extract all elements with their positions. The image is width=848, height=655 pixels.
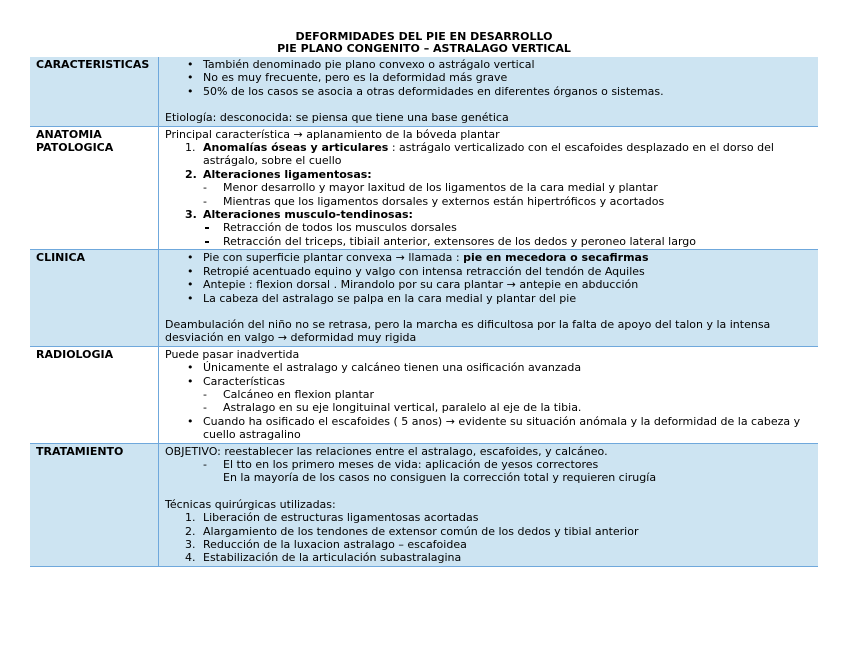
list-item: • Cuando ha osificado el escafoides ( 5 anos) → evidente su situación anómala y la deformidad de la cabeza y cuello astragalino [187, 415, 812, 442]
list-item: 2. Alargamiento de los tendones de extensor común de los dedos y tibial anterior [185, 524, 639, 538]
list-item: - El tto en los primero meses de vida: aplicación de yesos correctores En la mayoría de los casos no consiguen la corrección total y requieren cirugía [203, 458, 812, 485]
list-item: • Antepie : flexion dorsal . Mirandolo por su cara plantar → antepie en abducción [187, 278, 812, 291]
title-line-1: DEFORMIDADES DEL PIE EN DESARROLLO [295, 30, 553, 43]
radiologia-list [187, 361, 812, 441]
anatomia-list [185, 141, 812, 248]
cell-tratamiento [159, 443, 819, 566]
list-item: - Mientras que los ligamentos dorsales y externos están hipertróficos y acortados [203, 195, 812, 208]
content-table [30, 57, 818, 567]
list-item: Retracción del triceps, tibiail anterior, extensores de los dedos y peroneo lateral largo [203, 235, 812, 248]
row-radiologia [30, 346, 818, 443]
title-line-2: PIE PLANO CONGENITO – ASTRALAGO VERTICAL [277, 42, 571, 55]
list-item: • Pie con superficie plantar convexa → llamada : pie en mecedora o secafirmas [187, 251, 812, 264]
list-item: - Astralago en su eje longituinal vertical, paralelo al eje de la tibia. [203, 401, 812, 414]
cell-anatomia [159, 126, 819, 250]
list-item: • También denominado pie plano convexo o astrágalo vertical [187, 58, 812, 71]
list-item: • Características - Calcáneo en flexion plantar - Astralago en su eje longituinal vertical, paralelo al eje de la tibia. [187, 375, 812, 415]
ligamentosas-list [203, 181, 812, 208]
list-item: Retracción de todos los musculos dorsales [203, 221, 812, 234]
label-clinica: CLINICA [30, 250, 159, 346]
list-item: • 50% de los casos se asocia a otras deformidades en diferentes órganos o sistemas. [187, 85, 812, 98]
document-title [0, 31, 848, 55]
caracteristicas-rx-list [203, 388, 812, 415]
list-item: 1. Liberación de estructuras ligamentosas acortadas [185, 511, 479, 525]
list-item: 3. Alteraciones musculo-tendinosas: Retracción de todos los musculos dorsales Retracción del triceps, tibiail anterior, extensores de los dedos y peroneo lateral largo [185, 208, 812, 248]
cell-radiologia [159, 346, 819, 443]
tecnicas-heading: Técnicas quirúrgicas utilizadas: [165, 497, 336, 511]
caracteristicas-list [187, 58, 812, 98]
cell-clinica [159, 250, 819, 346]
anatomia-intro: Principal característica → aplanamiento de la bóveda plantar [165, 127, 500, 141]
list-item: 3. Reducción de la luxacion astralago – escafoidea [185, 538, 467, 551]
list-item: • Únicamente el astralago y calcáneo tienen una osificación avanzada [187, 361, 812, 374]
cell-caracteristicas [159, 57, 819, 126]
clinica-paragraph: Deambulación del niño no se retrasa, pero la marcha es dificultosa por la falta de apoyo del talon y la intensa desviación en valgo → deformidad muy rigida [165, 317, 771, 345]
label-anatomia: ANATOMIA PATOLOGICA [30, 126, 159, 250]
label-caracteristicas: CARACTERISTICAS [30, 57, 159, 126]
list-item: - Menor desarrollo y mayor laxitud de los ligamentos de la cara medial y plantar [203, 181, 812, 194]
row-clinica [30, 250, 818, 346]
tecnicas-list [185, 511, 812, 565]
row-caracteristicas [30, 57, 818, 126]
list-item: • La cabeza del astralago se palpa en la cara medial y plantar del pie [187, 292, 812, 305]
row-anatomia [30, 126, 818, 250]
clinica-list [187, 251, 812, 305]
list-item: 1. Anomalías óseas y articulares : astrágalo verticalizado con el escafoides desplazado en el dorso del astrágalo, sobre el cuello [185, 141, 774, 168]
list-item: 4. Estabilización de la articulación subastralagina [185, 551, 462, 565]
etiologia-text: Etiología: desconocida: se piensa que tiene una base genética [165, 111, 509, 125]
objetivo-text: OBJETIVO: reestablecer las relaciones entre el astralago, escafoides, y calcáneo. [165, 444, 608, 458]
list-item: • No es muy frecuente, pero es la deformidad más grave [187, 71, 812, 84]
row-tratamiento [30, 443, 818, 566]
label-tratamiento: TRATAMIENTO [30, 443, 159, 566]
radiologia-intro: Puede pasar inadvertida [165, 347, 300, 361]
label-radiologia: RADIOLOGIA [30, 346, 159, 443]
list-item: • Retropié acentuado equino y valgo con intensa retracción del tendón de Aquiles [187, 265, 812, 278]
list-item: 2. Alteraciones ligamentosas: - Menor desarrollo y mayor laxitud de los ligamentos de la cara medial y plantar - Mientras que los ligamentos dorsales y externos están hipertróficos y acortados [185, 168, 812, 208]
tendinosas-list [203, 221, 812, 248]
list-item: - Calcáneo en flexion plantar [203, 388, 812, 401]
tratamiento-dash-list [203, 458, 812, 485]
